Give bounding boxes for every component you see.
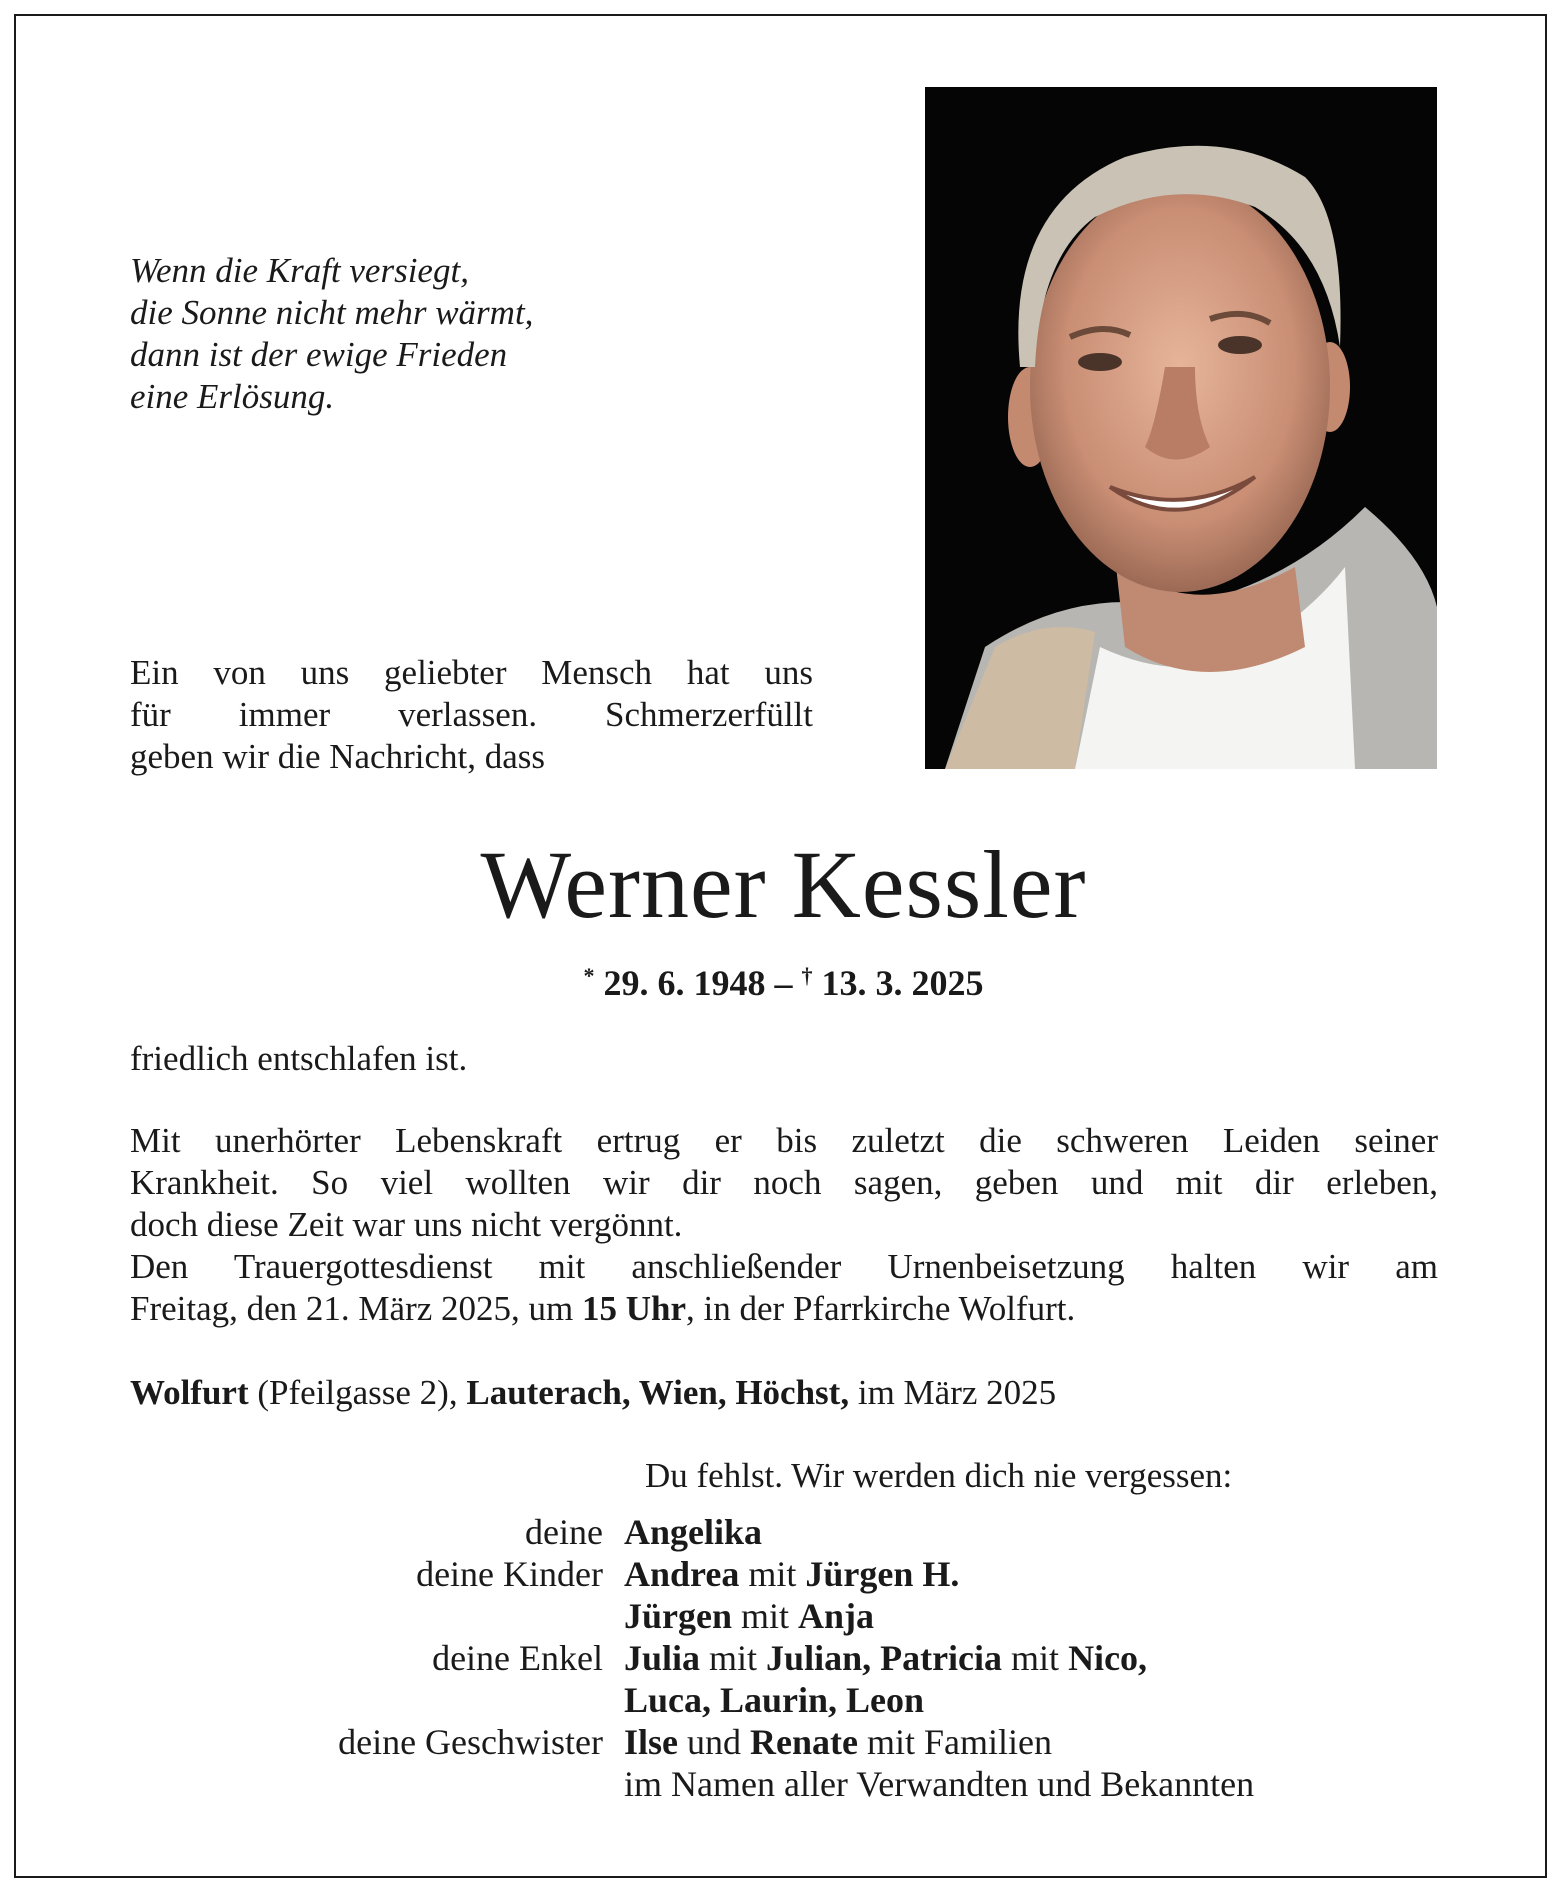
relation-label (0, 1595, 624, 1637)
service-post: , in der Pfarrkirche Wolfurt. (686, 1289, 1076, 1328)
relation-label: deine Kinder (416, 1554, 603, 1594)
service-line (130, 1288, 1438, 1330)
intro-line: Ein von uns geliebter Mensch hat uns (130, 653, 813, 692)
joiner: mit (700, 1638, 767, 1678)
deceased-name: Werner Kessler (480, 831, 1087, 938)
body-line: Mit unerhörter Lebenskraft ertrug er bis zuletzt die schweren Leiden seiner (130, 1121, 1438, 1160)
body-line: Krankheit. So viel wollten wir dir noch sagen, geben und mit dir erleben, (130, 1163, 1438, 1202)
family-names: im Namen aller Verwandten und Bekannten (624, 1764, 1255, 1804)
place-address: (Pfeilgasse 2), (248, 1373, 467, 1412)
death-symbol: † (801, 963, 813, 988)
family-names (624, 1553, 959, 1595)
death-date: 13. 3. 2025 (821, 963, 984, 1003)
portrait-icon (925, 87, 1437, 769)
family-names (624, 1637, 1147, 1679)
family-names (624, 1679, 924, 1721)
closing-line: Du fehlst. Wir werden dich nie vergessen: (645, 1456, 1233, 1495)
joiner: mit Familien (857, 1722, 1052, 1762)
service-time: 15 Uhr (582, 1289, 687, 1328)
place-town: Wolfurt (130, 1373, 249, 1412)
name-wife: Angelika (624, 1512, 763, 1552)
family-row (0, 1553, 1567, 1595)
place-content (130, 1372, 1438, 1414)
family-row (0, 1721, 1567, 1763)
family-list (0, 1511, 1567, 1805)
name-partner: Anja (798, 1596, 875, 1636)
family-names (624, 1721, 1052, 1763)
body-line: doch diese Zeit war uns nicht vergönnt. (130, 1205, 683, 1244)
date-separator: – (765, 963, 802, 1003)
place-others: Lauterach, Wien, Höchst, (466, 1373, 850, 1412)
body-line: Den Trauergottesdienst mit anschließender Urnenbeisetzung halten wir am (130, 1247, 1438, 1286)
family-names (624, 1511, 762, 1553)
portrait-photo (925, 87, 1437, 769)
relation-label: deine Geschwister (338, 1722, 603, 1762)
name-grandchild: Julian, Patricia (766, 1638, 1003, 1678)
name-child: Jürgen (624, 1596, 732, 1636)
joiner: mit (739, 1554, 806, 1594)
name-sibling: Renate (750, 1722, 858, 1762)
joiner: mit (732, 1596, 799, 1636)
family-names (624, 1595, 874, 1637)
motto-line: dann ist der ewige Frieden (130, 335, 508, 374)
relation-label (0, 1679, 624, 1721)
intro-line: geben wir die Nachricht, dass (130, 737, 545, 776)
intro-line: für immer verlassen. Schmerzerfüllt (130, 695, 813, 734)
body-text (130, 1120, 1438, 1330)
name-partner: Nico, (1068, 1638, 1148, 1678)
name-child: Andrea (624, 1554, 740, 1594)
name-sibling: Ilse (624, 1722, 678, 1762)
place-date: im März 2025 (849, 1373, 1057, 1412)
birth-date: 29. 6. 1948 (603, 963, 766, 1003)
birth-symbol: * (583, 963, 595, 988)
joiner: und (678, 1722, 750, 1762)
relation-label (0, 1763, 624, 1805)
motto-line: Wenn die Kraft versiegt, (130, 251, 469, 290)
asleep-line: friedlich entschlafen ist. (130, 1039, 468, 1078)
joiner: mit (1002, 1638, 1069, 1678)
asleep-text (130, 1038, 1438, 1080)
intro-text (130, 652, 813, 778)
name-grandchild: Julia (624, 1638, 701, 1678)
family-row (0, 1637, 1567, 1679)
family-row (0, 1511, 1567, 1553)
relation-label: deine Enkel (432, 1638, 603, 1678)
family-row (0, 1679, 1567, 1721)
place-line (130, 1372, 1438, 1414)
motto-line: eine Erlösung. (130, 377, 335, 416)
name-partner: Jürgen H. (805, 1554, 960, 1594)
motto-line: die Sonne nicht mehr wärmt, (130, 293, 534, 332)
name-grandchildren: Luca, Laurin, Leon (624, 1680, 925, 1720)
relation-label: deine (525, 1512, 603, 1552)
family-row (0, 1595, 1567, 1637)
service-pre: Freitag, den 21. März 2025, um (130, 1289, 582, 1328)
motto-quote (130, 250, 533, 418)
life-dates (0, 954, 1567, 1005)
family-row (0, 1763, 1567, 1805)
